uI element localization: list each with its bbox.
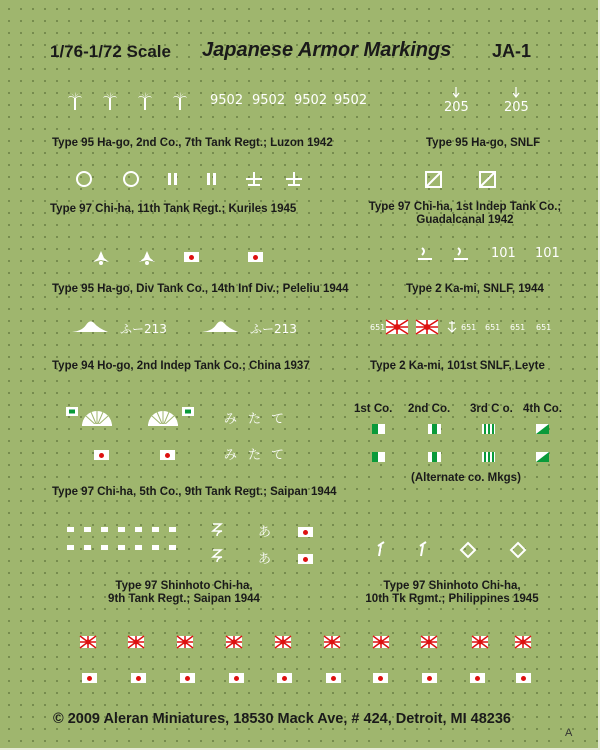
caption-ka-mi-leyte: Type 2 Ka-mi, 101st SNLF, Leyte [370,360,545,372]
philippines-markings [374,540,544,562]
number-651-3: 651 [485,323,501,332]
hinomaru-flag [94,450,109,460]
caption-ka-mi-snlf: Type 2 Ka-mi, SNLF, 1944 [406,283,544,295]
kana-so-1 [210,522,224,538]
number-651-4: 651 [510,323,526,332]
kana-te-2: て [271,448,285,463]
kana-mi-1: み [224,412,238,427]
number-205-2: 205 [504,100,529,115]
kana-ta-2: た [248,448,262,463]
caption-ha-go-snlf: Type 95 Ha-go, SNLF [426,137,541,149]
rising-sun-flag-row [80,635,540,651]
company-label-3: 3rd C o. [470,403,513,415]
square-slash-markings [424,170,504,190]
kana-so-2 [210,548,224,564]
alt-company-marking-2nd [428,452,441,462]
anchor-markings [450,86,530,100]
caption-shinhoto-saipan: Type 97 Shinhoto Chi-ha, 9th Tank Regt.; Saipan 1944 [108,580,260,605]
hinomaru-flag [298,527,313,537]
kana-te-1: て [271,412,285,427]
alt-company-marking-1st [372,452,385,462]
company-label-2: 2nd Co. [408,403,451,415]
hinomaru-flag [160,450,175,460]
palm-tree-markings [68,92,198,112]
copyright-footer: © 2009 Aleran Miniatures, 18530 Mack Ave, # 424, Detroit, MI 48236 [53,711,511,727]
caption-chi-ha-saipan: Type 97 Chi-ha, 5th Co., 9th Tank Regt.; Saipan 1944 [52,486,337,498]
mountain-emblem-2 [202,319,242,335]
sheet-letter: A [565,727,573,739]
rising-sun-flags [386,318,444,336]
kana-ta-1: た [248,412,262,427]
scale-label: 1/76-1/72 Scale [50,42,171,61]
company-label-4: 4th Co. [523,403,562,415]
marking-213-1: ふー213 [120,322,167,336]
kana-mi-2: み [224,448,238,463]
number-101-1: 101 [491,246,516,261]
caption-ha-go-luzon: Type 95 Ha-go, 2nd Co., 7th Tank Regt.; Luzon 1942 [52,137,333,149]
caption-shinhoto-philippines: Type 97 Shinhoto Chi-ha, 10th Tk Rgmt.; Philippines 1945 [365,580,539,605]
number-9502-3: 9502 [294,93,328,108]
caption-chi-ha-kuriles: Type 97 Chi-ha, 11th Tank Regt.; Kuriles 1945 [50,203,297,215]
mountain-emblem-1 [72,319,112,335]
caption-ha-go-peleliu: Type 95 Ha-go, Div Tank Co., 14th Inf Div.; Peleliu 1944 [52,283,349,295]
number-205-1: 205 [444,100,469,115]
company-marking-3rd [482,424,495,434]
company-marking-1st [372,424,385,434]
number-9502-4: 9502 [334,93,368,108]
company-label-1: 1st Co. [354,403,393,415]
company-marking-4th [536,424,549,434]
anchor-icon [446,320,458,334]
number-101-2: 101 [535,246,560,261]
ka-mi-emblem-1 [416,245,446,265]
chi-ha-kuriles-markings [74,170,314,190]
alt-company-marking-4th [536,452,549,462]
number-651-2: 651 [461,323,477,332]
company-marking-2nd [428,424,441,434]
number-9502-1: 9502 [210,93,244,108]
kana-a-1: あ [258,525,272,540]
rising-sun-emblems [66,404,198,428]
number-651-5: 651 [536,323,552,332]
caption-ho-go-china: Type 94 Ho-go, 2nd Indep Tank Co.; China 1937 [52,360,310,372]
sheet-title: Japanese Armor Markings [202,39,452,61]
number-9502-2: 9502 [252,93,286,108]
kana-a-2: あ [258,552,272,567]
caption-chi-ha-guadalcanal: Type 97 Chi-ha, 1st Indep Tank Co.; Guadalcanal 1942 [368,201,562,226]
alternate-marks-label: (Alternate co. Mkgs) [411,472,521,484]
hinomaru-flag [298,554,313,564]
alt-company-marking-3rd [482,452,495,462]
peleliu-emblems [92,250,162,266]
marking-213-2: ふー213 [250,322,297,336]
sheet-code: JA-1 [492,41,532,61]
number-651-1: 651 [370,323,386,332]
ka-mi-emblem-2 [452,245,482,265]
hinomaru-flag [184,252,199,262]
hinomaru-flag [248,252,263,262]
